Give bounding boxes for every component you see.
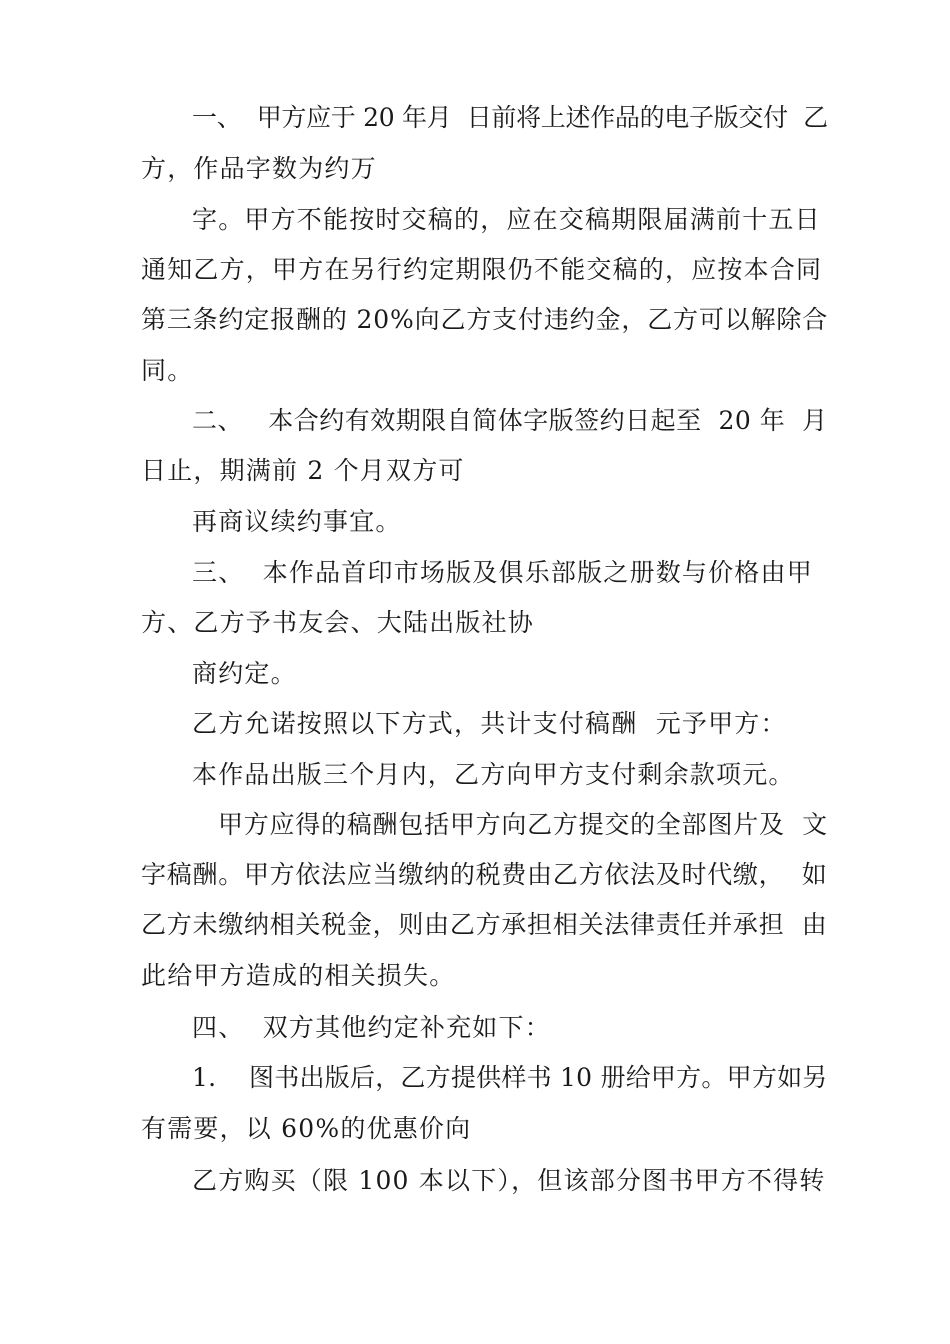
text-line: 一、 甲方应于 20 年月 日前将上述作品的电子版交付 乙 [192,103,828,132]
text-line: 三、 本作品首印市场版及俱乐部版之册数与价格由甲 [192,558,813,587]
text-line: 乙方未缴纳相关税金，则由乙方承担相关法律责任并承担 由 [141,910,828,939]
text-line: 1. 图书出版后，乙方提供样书 10 册给甲方。甲方如另 [192,1063,828,1092]
text-line: 字。甲方不能按时交稿的，应在交稿期限届满前十五日 [192,205,821,234]
text-line: 字稿酬。甲方依法应当缴纳的税费由乙方依法及时代缴， 如 [141,860,828,889]
text-line: 四、 双方其他约定补充如下： [192,1013,551,1042]
text-line: 方、乙方予书友会、大陆出版社协 [141,608,535,637]
text-line: 商约定。 [192,659,297,688]
text-line: 乙方允诺按照以下方式，共计支付稿酬 元予甲方： [192,709,787,738]
text-line: 日止，期满前 2 个月双方可 [141,456,465,485]
text-line: 二、 本合约有效期限自简体字版签约日起至 20 年 月 [192,406,828,435]
text-line: 有需要，以 60%的优惠价向 [141,1114,472,1143]
text-line: 通知乙方，甲方在另行约定期限仍不能交稿的，应按本合同 [141,255,823,284]
text-line: 方，作品字数为约万 [141,154,377,183]
text-line: 同。 [141,356,194,385]
text-line: 甲方应得的稿酬包括甲方向乙方提交的全部图片及 文 [218,810,828,839]
text-line: 第三条约定报酬的 20%向乙方支付违约金，乙方可以解除合 [141,305,829,334]
text-line: 此给甲方造成的相关损失。 [141,961,456,990]
text-line: 再商议续约事宜。 [192,507,402,536]
text-line: 本作品出版三个月内，乙方向甲方支付剩余款项元。 [192,760,795,789]
text-line: 乙方购买（限 100 本以下），但该部分图书甲方不得转 [192,1166,826,1195]
